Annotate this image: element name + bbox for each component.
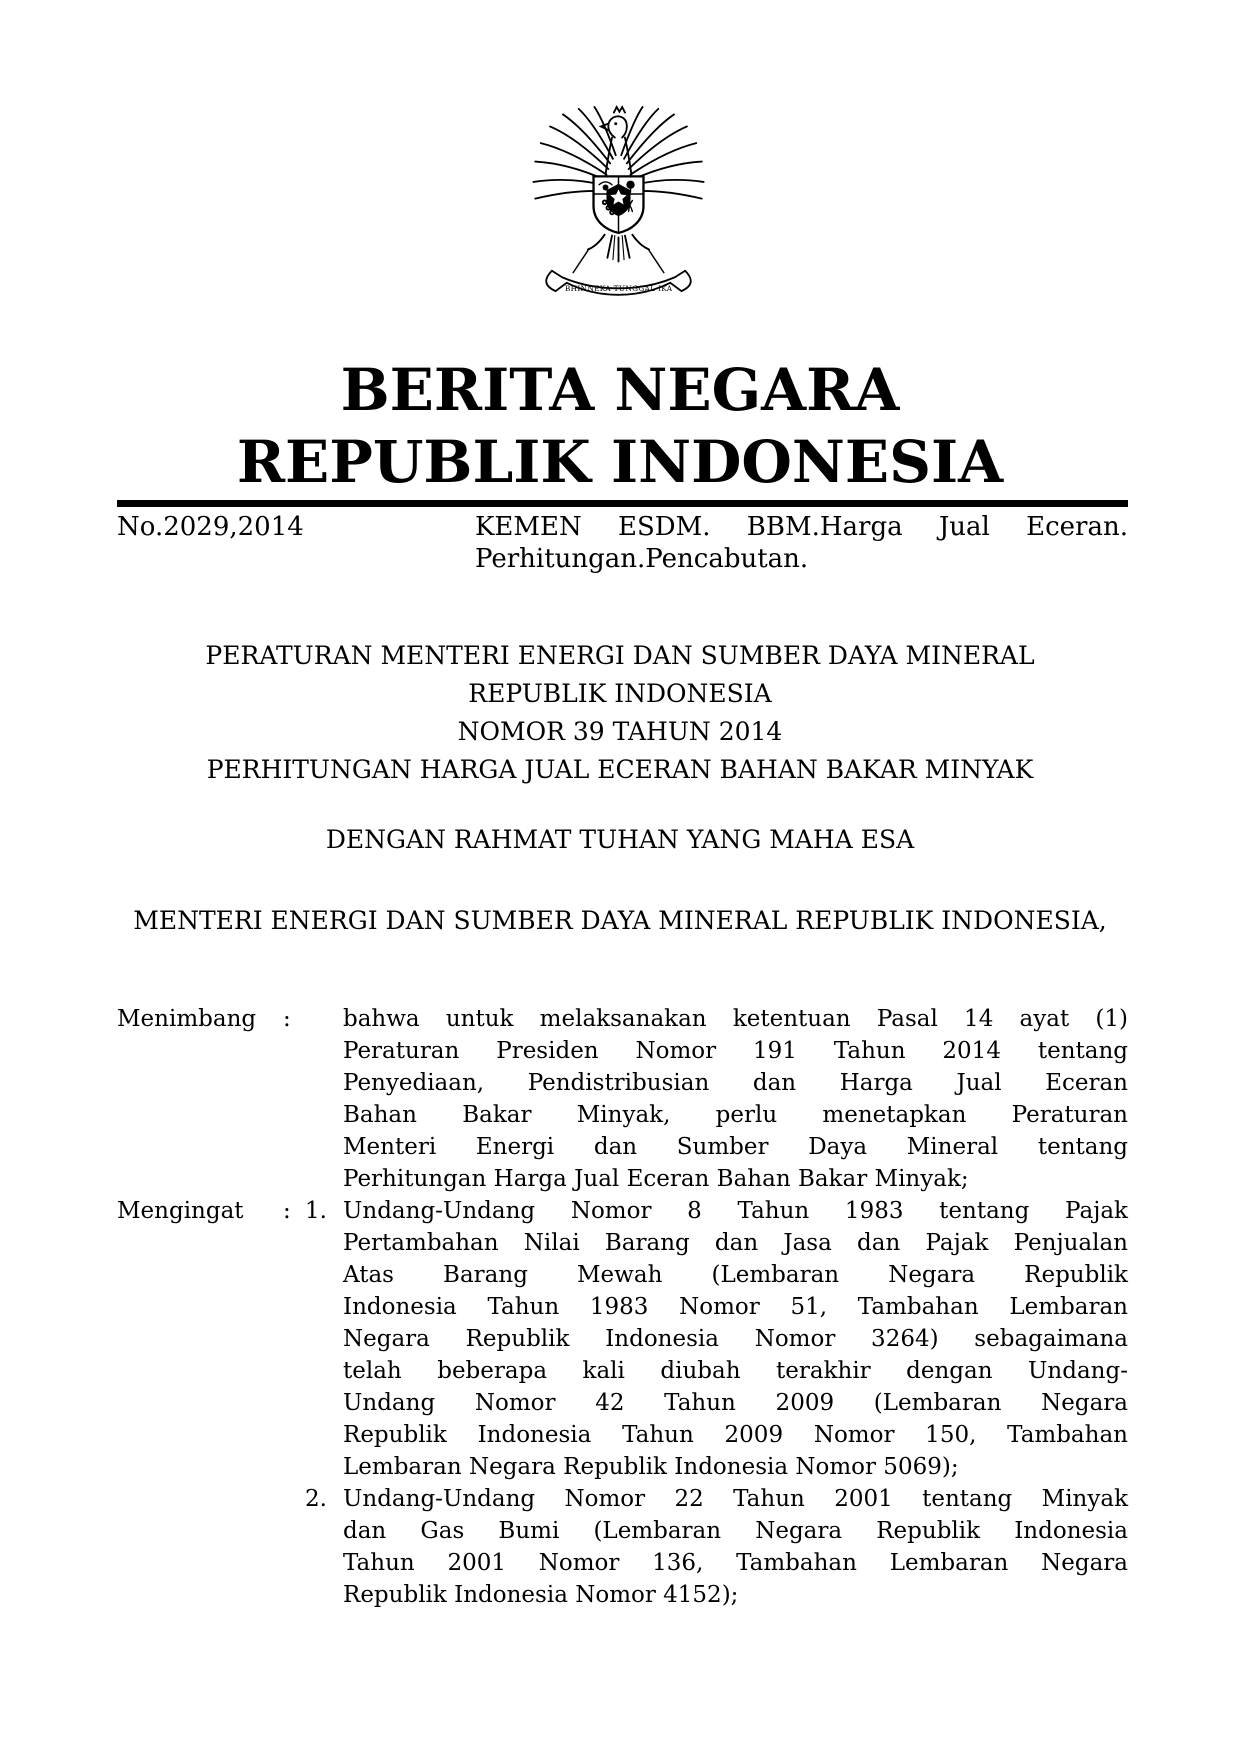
heading-invocation: DENGAN RAHMAT TUHAN YANG MAHA ESA bbox=[325, 825, 915, 854]
paragraph-line: Pertambahan Nilai Barang dan Jasa dan Pajak Penjualan bbox=[343, 1230, 1128, 1256]
mengingat-colon-spacer bbox=[283, 1483, 305, 1611]
menimbang-colon: : bbox=[283, 1006, 291, 1032]
paragraph-line: dan Gas Bumi (Lembaran Negara Republik Indonesia bbox=[343, 1518, 1128, 1544]
paragraph-line: Indonesia Tahun 1983 Nomor 51, Tambahan Lembaran bbox=[343, 1294, 1128, 1320]
heading-republik-indonesia: REPUBLIK INDONESIA bbox=[468, 679, 772, 708]
gazette-subject-line2: Perhitungan.Pencabutan. bbox=[475, 544, 809, 574]
gazette-subject-line1: KEMEN ESDM. BBM.Harga Jual Eceran. bbox=[475, 512, 1128, 542]
gazette-subject bbox=[475, 511, 1128, 575]
paragraph-line: Menteri Energi dan Sumber Daya Mineral tentang bbox=[343, 1134, 1128, 1160]
mengingat-item1-paragraph bbox=[343, 1195, 1128, 1483]
masthead-line2: REPUBLIK INDONESIA bbox=[236, 428, 1004, 496]
heading-number-year: NOMOR 39 TAHUN 2014 bbox=[457, 717, 783, 746]
emblem-motto: BHINNEKA TUNGGAL IKA bbox=[564, 284, 673, 294]
paragraph-line: Peraturan Presiden Nomor 191 Tahun 2014 tentang bbox=[343, 1038, 1128, 1064]
paragraph-line: Negara Republik Indonesia Nomor 3264) sebagaimana bbox=[343, 1326, 1128, 1352]
paragraph-line: Undang-Undang Nomor 8 Tahun 1983 tentang Pajak bbox=[343, 1198, 1128, 1224]
paragraph-line: telah beberapa kali diubah terakhir dengan Undang- bbox=[343, 1358, 1128, 1384]
paragraph-line: Undang Nomor 42 Tahun 2009 (Lembaran Negara bbox=[343, 1390, 1128, 1416]
masthead-title bbox=[0, 354, 1240, 498]
paragraph-line: Bahan Bakar Minyak, perlu menetapkan Peraturan bbox=[343, 1102, 1128, 1128]
body-clauses bbox=[117, 1003, 1128, 1611]
mengingat-label-spacer bbox=[117, 1483, 283, 1611]
garuda-pancasila-emblem-icon bbox=[526, 100, 711, 312]
menimbang-paragraph bbox=[343, 1003, 1128, 1195]
mengingat-item2-number: 2. bbox=[305, 1486, 327, 1512]
paragraph-line: bahwa untuk melaksanakan ketentuan Pasal 14 ayat (1) bbox=[343, 1006, 1128, 1032]
paragraph-line: Atas Barang Mewah (Lembaran Negara Republik bbox=[343, 1262, 1128, 1288]
paragraph-line: Republik Indonesia Nomor 4152); bbox=[343, 1582, 739, 1608]
mengingat-item1-number: 1. bbox=[305, 1198, 327, 1224]
heading-subject: PERHITUNGAN HARGA JUAL ECERAN BAHAN BAKAR MINYAK bbox=[206, 755, 1034, 784]
gazette-note bbox=[117, 511, 1128, 575]
paragraph-line: Republik Indonesia Tahun 2009 Nomor 150, Tambahan bbox=[343, 1422, 1128, 1448]
mengingat-label: Mengingat bbox=[117, 1198, 244, 1224]
paragraph-line: Undang-Undang Nomor 22 Tahun 2001 tentang Minyak bbox=[343, 1486, 1128, 1512]
gazette-number: No.2029,2014 bbox=[117, 512, 304, 542]
menimbang-label: Menimbang bbox=[117, 1006, 257, 1032]
masthead-rule bbox=[117, 500, 1128, 507]
paragraph-line: Penyediaan, Pendistribusian dan Harga Jual Eceran bbox=[343, 1070, 1128, 1096]
mengingat-item2-paragraph bbox=[343, 1483, 1128, 1611]
paragraph-line: Lembaran Negara Republik Indonesia Nomor 5069); bbox=[343, 1454, 959, 1480]
mengingat-colon: : bbox=[283, 1198, 291, 1224]
heading-regulation-title: PERATURAN MENTERI ENERGI DAN SUMBER DAYA MINERAL bbox=[205, 641, 1035, 670]
paragraph-line: Tahun 2001 Nomor 136, Tambahan Lembaran Negara bbox=[343, 1550, 1128, 1576]
masthead-line1: BERITA NEGARA bbox=[340, 356, 900, 424]
menimbang-number-spacer bbox=[305, 1003, 343, 1195]
paragraph-line: Perhitungan Harga Jual Eceran Bahan Bakar Minyak; bbox=[343, 1166, 969, 1192]
heading-minister: MENTERI ENERGI DAN SUMBER DAYA MINERAL REPUBLIK INDONESIA, bbox=[133, 906, 1107, 935]
